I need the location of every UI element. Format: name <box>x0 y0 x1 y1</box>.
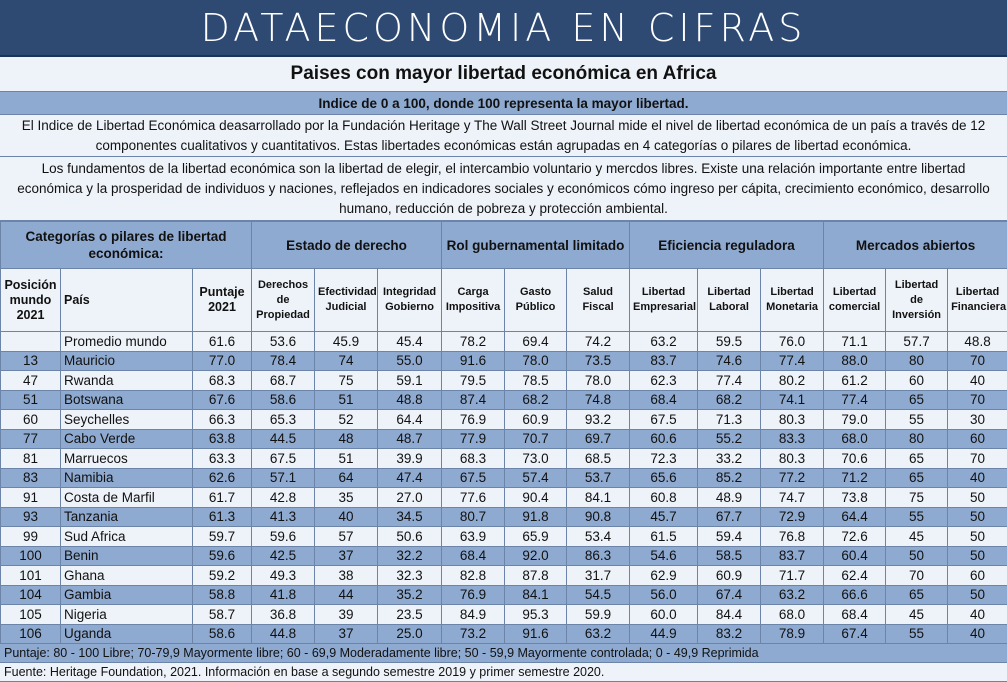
value-cell: 27.0 <box>378 488 442 508</box>
value-cell: 74.2 <box>567 332 630 352</box>
value-cell: 38 <box>315 566 378 586</box>
value-cell: 78.2 <box>442 332 505 352</box>
value-cell: 76.8 <box>761 527 824 547</box>
value-cell: 60 <box>886 371 948 391</box>
value-cell: 33.2 <box>698 449 761 469</box>
value-cell: 57.4 <box>505 468 567 488</box>
country-cell: Nigeria <box>61 605 193 625</box>
value-cell: 71.1 <box>824 332 886 352</box>
value-cell: 72.3 <box>630 449 698 469</box>
rank-cell: 93 <box>1 507 61 527</box>
page-subtitle: Indice de 0 a 100, donde 100 representa la mayor libertad. <box>0 92 1007 115</box>
rank-cell: 101 <box>1 566 61 586</box>
col-carga-impositiva: Carga Impositiva <box>442 269 505 332</box>
value-cell: 64.4 <box>824 507 886 527</box>
value-cell: 75 <box>315 371 378 391</box>
value-cell: 67.5 <box>252 449 315 469</box>
value-cell: 58.6 <box>193 624 252 644</box>
value-cell: 71.3 <box>698 410 761 430</box>
rank-cell: 13 <box>1 351 61 371</box>
value-cell: 73.2 <box>442 624 505 644</box>
value-cell: 45.9 <box>315 332 378 352</box>
value-cell: 68.4 <box>824 605 886 625</box>
value-cell: 53.4 <box>567 527 630 547</box>
value-cell: 61.3 <box>193 507 252 527</box>
value-cell: 84.1 <box>505 585 567 605</box>
value-cell: 48.9 <box>698 488 761 508</box>
value-cell: 61.7 <box>193 488 252 508</box>
rank-cell: 91 <box>1 488 61 508</box>
value-cell: 50 <box>948 488 1007 508</box>
value-cell: 74.6 <box>698 351 761 371</box>
value-cell: 62.9 <box>630 566 698 586</box>
value-cell: 48.8 <box>948 332 1007 352</box>
rank-cell: 60 <box>1 410 61 430</box>
value-cell: 51 <box>315 390 378 410</box>
col-integridad-gobierno: Integridad Gobierno <box>378 269 442 332</box>
value-cell: 54.5 <box>567 585 630 605</box>
value-cell: 67.5 <box>442 468 505 488</box>
value-cell: 58.8 <box>193 585 252 605</box>
table-row <box>1 410 1007 430</box>
value-cell: 39 <box>315 605 378 625</box>
value-cell: 70.6 <box>824 449 886 469</box>
col-posicion: Posición mundo 2021 <box>1 269 61 332</box>
value-cell: 76.9 <box>442 585 505 605</box>
table-row <box>1 371 1007 391</box>
country-cell: Ghana <box>61 566 193 586</box>
col-puntaje: Puntaje 2021 <box>193 269 252 332</box>
table-row <box>1 468 1007 488</box>
value-cell: 95.3 <box>505 605 567 625</box>
value-cell: 48.7 <box>378 429 442 449</box>
value-cell: 48 <box>315 429 378 449</box>
value-cell: 65.6 <box>630 468 698 488</box>
value-cell: 90.8 <box>567 507 630 527</box>
table-row <box>1 332 1007 352</box>
value-cell: 31.7 <box>567 566 630 586</box>
value-cell: 60.9 <box>505 410 567 430</box>
col-libertad-financiera: Libertad Financiera <box>948 269 1007 332</box>
col-gasto-publico: Gasto Público <box>505 269 567 332</box>
value-cell: 49.3 <box>252 566 315 586</box>
value-cell: 83.2 <box>698 624 761 644</box>
rank-cell: 77 <box>1 429 61 449</box>
value-cell: 79.0 <box>824 410 886 430</box>
value-cell: 78.4 <box>252 351 315 371</box>
table-row <box>1 390 1007 410</box>
country-cell: Sud Africa <box>61 527 193 547</box>
table-row <box>1 624 1007 644</box>
value-cell: 77.4 <box>761 351 824 371</box>
value-cell: 90.4 <box>505 488 567 508</box>
value-cell: 50 <box>948 546 1007 566</box>
value-cell: 91.8 <box>505 507 567 527</box>
value-cell: 87.4 <box>442 390 505 410</box>
value-cell: 60.6 <box>630 429 698 449</box>
col-salud-fiscal: Salud Fiscal <box>567 269 630 332</box>
value-cell: 39.9 <box>378 449 442 469</box>
value-cell: 61.6 <box>193 332 252 352</box>
value-cell: 61.2 <box>824 371 886 391</box>
value-cell: 50 <box>948 527 1007 547</box>
value-cell: 40 <box>315 507 378 527</box>
value-cell: 70 <box>948 351 1007 371</box>
table-row <box>1 566 1007 586</box>
value-cell: 40 <box>948 468 1007 488</box>
value-cell: 62.4 <box>824 566 886 586</box>
value-cell: 60 <box>948 429 1007 449</box>
value-cell: 68.2 <box>505 390 567 410</box>
categories-header: Categorías o pilares de libertad económica: <box>1 222 252 269</box>
value-cell: 83.7 <box>761 546 824 566</box>
value-cell: 55 <box>886 624 948 644</box>
value-cell: 80.3 <box>761 449 824 469</box>
rank-cell: 83 <box>1 468 61 488</box>
rank-cell: 100 <box>1 546 61 566</box>
value-cell: 45.7 <box>630 507 698 527</box>
value-cell: 42.5 <box>252 546 315 566</box>
value-cell: 78.9 <box>761 624 824 644</box>
value-cell: 63.3 <box>193 449 252 469</box>
value-cell: 78.0 <box>567 371 630 391</box>
country-cell: Benin <box>61 546 193 566</box>
intro-paragraph: El Indice de Libertad Económica deasarrollado por la Fundación Heritage y The Wall Street Journal mide el nivel de libertad económica de un país a través de 12 componentes cualitativos y cuantitativos. Estas libertades económicas están agrupadas en 4 categorías o pilares de libertad económica. <box>0 115 1007 157</box>
value-cell: 53.6 <box>252 332 315 352</box>
value-cell: 77.6 <box>442 488 505 508</box>
value-cell: 58.7 <box>193 605 252 625</box>
value-cell: 60.9 <box>698 566 761 586</box>
value-cell: 59.7 <box>193 527 252 547</box>
value-cell: 45 <box>886 605 948 625</box>
value-cell: 72.9 <box>761 507 824 527</box>
value-cell: 63.2 <box>630 332 698 352</box>
value-cell: 67.6 <box>193 390 252 410</box>
table-row <box>1 585 1007 605</box>
value-cell: 76.0 <box>761 332 824 352</box>
col-efectividad-judicial: Efectividad Judicial <box>315 269 378 332</box>
value-cell: 59.4 <box>698 527 761 547</box>
value-cell: 65 <box>886 468 948 488</box>
table-row <box>1 507 1007 527</box>
value-cell: 77.0 <box>193 351 252 371</box>
value-cell: 79.5 <box>442 371 505 391</box>
value-cell: 57 <box>315 527 378 547</box>
value-cell: 63.2 <box>761 585 824 605</box>
country-cell: Promedio mundo <box>61 332 193 352</box>
group-mercados-abiertos: Mercados abiertos <box>824 222 1007 269</box>
value-cell: 44.8 <box>252 624 315 644</box>
country-cell: Botswana <box>61 390 193 410</box>
country-cell: Tanzania <box>61 507 193 527</box>
value-cell: 57.7 <box>886 332 948 352</box>
country-cell: Mauricio <box>61 351 193 371</box>
value-cell: 59.9 <box>567 605 630 625</box>
country-cell: Rwanda <box>61 371 193 391</box>
value-cell: 74.8 <box>567 390 630 410</box>
value-cell: 64 <box>315 468 378 488</box>
country-cell: Cabo Verde <box>61 429 193 449</box>
value-cell: 74 <box>315 351 378 371</box>
value-cell: 50 <box>886 546 948 566</box>
value-cell: 44 <box>315 585 378 605</box>
value-cell: 41.8 <box>252 585 315 605</box>
value-cell: 63.2 <box>567 624 630 644</box>
value-cell: 52 <box>315 410 378 430</box>
table-row <box>1 488 1007 508</box>
country-cell: Gambia <box>61 585 193 605</box>
value-cell: 40 <box>948 605 1007 625</box>
value-cell: 42.8 <box>252 488 315 508</box>
value-cell: 88.0 <box>824 351 886 371</box>
rank-cell: 47 <box>1 371 61 391</box>
value-cell: 32.2 <box>378 546 442 566</box>
value-cell: 70.7 <box>505 429 567 449</box>
value-cell: 91.6 <box>505 624 567 644</box>
value-cell: 80 <box>886 429 948 449</box>
country-cell: Seychelles <box>61 410 193 430</box>
value-cell: 80.2 <box>761 371 824 391</box>
value-cell: 57.1 <box>252 468 315 488</box>
value-cell: 65 <box>886 390 948 410</box>
value-cell: 66.3 <box>193 410 252 430</box>
value-cell: 53.7 <box>567 468 630 488</box>
col-libertad-laboral: Libertad Laboral <box>698 269 761 332</box>
value-cell: 69.4 <box>505 332 567 352</box>
value-cell: 73.8 <box>824 488 886 508</box>
value-cell: 59.5 <box>698 332 761 352</box>
value-cell: 77.4 <box>824 390 886 410</box>
col-pais: País <box>61 269 193 332</box>
value-cell: 60.8 <box>630 488 698 508</box>
value-cell: 63.8 <box>193 429 252 449</box>
col-libertad-empresarial: Libertad Empresarial <box>630 269 698 332</box>
value-cell: 67.4 <box>698 585 761 605</box>
value-cell: 68.7 <box>252 371 315 391</box>
value-cell: 58.5 <box>698 546 761 566</box>
rank-cell: 51 <box>1 390 61 410</box>
value-cell: 30 <box>948 410 1007 430</box>
value-cell: 50 <box>948 585 1007 605</box>
col-derechos-propiedad: Derechos de Propiedad <box>252 269 315 332</box>
value-cell: 62.3 <box>630 371 698 391</box>
value-cell: 77.4 <box>698 371 761 391</box>
value-cell: 61.5 <box>630 527 698 547</box>
country-cell: Namibia <box>61 468 193 488</box>
value-cell: 71.7 <box>761 566 824 586</box>
group-estado-derecho: Estado de derecho <box>252 222 442 269</box>
value-cell: 83.7 <box>630 351 698 371</box>
value-cell: 73.0 <box>505 449 567 469</box>
value-cell: 82.8 <box>442 566 505 586</box>
value-cell: 83.3 <box>761 429 824 449</box>
value-cell: 68.2 <box>698 390 761 410</box>
value-cell: 65 <box>886 449 948 469</box>
table-row <box>1 351 1007 371</box>
country-cell: Costa de Marfil <box>61 488 193 508</box>
value-cell: 47.4 <box>378 468 442 488</box>
value-cell: 70 <box>886 566 948 586</box>
rank-cell: 104 <box>1 585 61 605</box>
value-cell: 63.9 <box>442 527 505 547</box>
value-cell: 54.6 <box>630 546 698 566</box>
table-row <box>1 605 1007 625</box>
value-cell: 65.9 <box>505 527 567 547</box>
footer-source: Fuente: Heritage Foundation, 2021. Información en base a segundo semestre 2019 y primer semestre 2020. <box>0 663 1007 682</box>
table-body <box>1 332 1007 644</box>
value-cell: 67.4 <box>824 624 886 644</box>
value-cell: 77.9 <box>442 429 505 449</box>
value-cell: 34.5 <box>378 507 442 527</box>
value-cell: 55 <box>886 410 948 430</box>
value-cell: 70 <box>948 390 1007 410</box>
value-cell: 67.7 <box>698 507 761 527</box>
value-cell: 68.4 <box>442 546 505 566</box>
value-cell: 80 <box>886 351 948 371</box>
rank-cell: 105 <box>1 605 61 625</box>
value-cell: 93.2 <box>567 410 630 430</box>
value-cell: 45.4 <box>378 332 442 352</box>
value-cell: 84.9 <box>442 605 505 625</box>
value-cell: 37 <box>315 624 378 644</box>
value-cell: 65.3 <box>252 410 315 430</box>
banner-title: DATAECONOMIA EN CIFRAS <box>0 0 1007 57</box>
value-cell: 68.5 <box>567 449 630 469</box>
value-cell: 59.2 <box>193 566 252 586</box>
value-cell: 55 <box>886 507 948 527</box>
value-cell: 78.5 <box>505 371 567 391</box>
value-cell: 56.0 <box>630 585 698 605</box>
value-cell: 68.0 <box>824 429 886 449</box>
value-cell: 60 <box>948 566 1007 586</box>
table-row <box>1 527 1007 547</box>
group-rol-gubernamental: Rol gubernamental limitado <box>442 222 630 269</box>
value-cell: 59.6 <box>252 527 315 547</box>
value-cell: 51 <box>315 449 378 469</box>
value-cell: 87.8 <box>505 566 567 586</box>
value-cell: 40 <box>948 371 1007 391</box>
value-cell: 76.9 <box>442 410 505 430</box>
freedom-table <box>0 221 1007 644</box>
value-cell: 73.5 <box>567 351 630 371</box>
value-cell: 70 <box>948 449 1007 469</box>
country-cell: Marruecos <box>61 449 193 469</box>
value-cell: 68.3 <box>442 449 505 469</box>
value-cell: 80.3 <box>761 410 824 430</box>
value-cell: 55.0 <box>378 351 442 371</box>
value-cell: 68.0 <box>761 605 824 625</box>
value-cell: 68.4 <box>630 390 698 410</box>
value-cell: 40 <box>948 624 1007 644</box>
value-cell: 92.0 <box>505 546 567 566</box>
page-title: Paises con mayor libertad económica en Africa <box>0 57 1007 92</box>
value-cell: 66.6 <box>824 585 886 605</box>
value-cell: 60.4 <box>824 546 886 566</box>
value-cell: 64.4 <box>378 410 442 430</box>
value-cell: 67.5 <box>630 410 698 430</box>
value-cell: 35 <box>315 488 378 508</box>
value-cell: 48.8 <box>378 390 442 410</box>
value-cell: 86.3 <box>567 546 630 566</box>
value-cell: 77.2 <box>761 468 824 488</box>
value-cell: 58.6 <box>252 390 315 410</box>
footer-scale: Puntaje: 80 - 100 Libre; 70-79,9 Mayormente libre; 60 - 69,9 Moderadamente libre; 50 - 59,9 Mayormente controlada; 0 - 49,9 Reprimida <box>0 644 1007 663</box>
value-cell: 62.6 <box>193 468 252 488</box>
value-cell: 84.1 <box>567 488 630 508</box>
value-cell: 84.4 <box>698 605 761 625</box>
value-cell: 91.6 <box>442 351 505 371</box>
value-cell: 44.9 <box>630 624 698 644</box>
value-cell: 50.6 <box>378 527 442 547</box>
value-cell: 25.0 <box>378 624 442 644</box>
col-libertad-monetaria: Libertad Monetaria <box>761 269 824 332</box>
rank-cell <box>1 332 61 352</box>
value-cell: 32.3 <box>378 566 442 586</box>
value-cell: 36.8 <box>252 605 315 625</box>
value-cell: 69.7 <box>567 429 630 449</box>
value-cell: 74.7 <box>761 488 824 508</box>
value-cell: 68.3 <box>193 371 252 391</box>
value-cell: 80.7 <box>442 507 505 527</box>
col-libertad-inversion: Libertad de Inversión <box>886 269 948 332</box>
group-eficiencia-reguladora: Eficiencia reguladora <box>630 222 824 269</box>
value-cell: 50 <box>948 507 1007 527</box>
rank-cell: 99 <box>1 527 61 547</box>
rank-cell: 81 <box>1 449 61 469</box>
value-cell: 41.3 <box>252 507 315 527</box>
value-cell: 55.2 <box>698 429 761 449</box>
table-row <box>1 449 1007 469</box>
rank-cell: 106 <box>1 624 61 644</box>
value-cell: 72.6 <box>824 527 886 547</box>
value-cell: 74.1 <box>761 390 824 410</box>
value-cell: 59.6 <box>193 546 252 566</box>
country-cell: Uganda <box>61 624 193 644</box>
value-cell: 44.5 <box>252 429 315 449</box>
table-row <box>1 546 1007 566</box>
value-cell: 45 <box>886 527 948 547</box>
value-cell: 35.2 <box>378 585 442 605</box>
value-cell: 71.2 <box>824 468 886 488</box>
value-cell: 23.5 <box>378 605 442 625</box>
value-cell: 75 <box>886 488 948 508</box>
fundamentals-paragraph: Los fundamentos de la libertad económica son la libertad de elegir, el intercambio voluntario y mercdos libres. Existe una relación importante entre libertad económica y la prosperidad de individuos y naciones, reflejados en indicadores sociales y económicos cómo ingreso per cápita, crecimiento económico, desarrollo humano, reducción de pobreza y protección ambiental. <box>0 157 1007 221</box>
value-cell: 65 <box>886 585 948 605</box>
table-row <box>1 429 1007 449</box>
value-cell: 59.1 <box>378 371 442 391</box>
value-cell: 37 <box>315 546 378 566</box>
value-cell: 60.0 <box>630 605 698 625</box>
value-cell: 85.2 <box>698 468 761 488</box>
col-libertad-comercial: Libertad comercial <box>824 269 886 332</box>
value-cell: 78.0 <box>505 351 567 371</box>
